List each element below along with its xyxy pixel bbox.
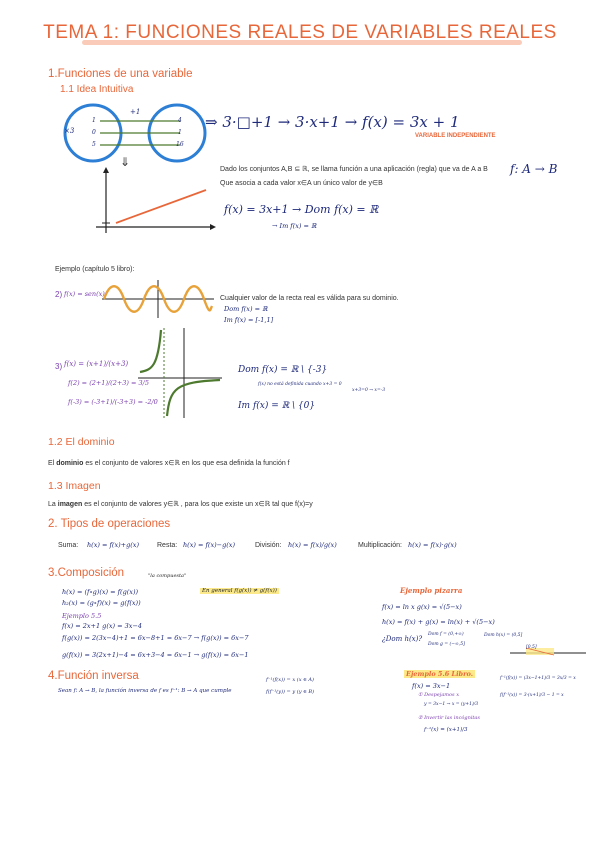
- image-def-pre: La: [48, 501, 56, 508]
- subtraction-formula: h(x) = f(x)−g(x): [183, 541, 235, 549]
- sine-graph: [102, 280, 214, 318]
- sine-domain: Dom f(x) = ℝ: [224, 305, 268, 313]
- example-label: Ejemplo (capítulo 5 libro):: [55, 266, 135, 273]
- rational-domain: Dom f(x) = ℝ \ {-3}: [238, 365, 328, 375]
- rational-domain-note: f(x) no está definida cuando x+3 = 0: [258, 382, 342, 387]
- domain-def-pre: El: [48, 460, 55, 467]
- page-title: TEMA 1: FUNCIONES REALES DE VARIABLES REALES: [43, 22, 557, 43]
- section-1-heading: 1.Funciones de una variable: [48, 68, 193, 80]
- example-pizarra-title: Ejemplo pizarra: [400, 586, 463, 595]
- composition-def-2: h₂(x) = (g∘f)(x) = g(f(x)): [62, 599, 141, 607]
- plus-one-label: +1: [130, 108, 141, 116]
- pizarra-dom-f: Dom f = (0,+∞): [428, 632, 464, 637]
- section-4-heading: 4.Función inversa: [48, 670, 139, 682]
- step-1-label: ① Despejamos x: [418, 692, 460, 698]
- composition-def-1: h(x) = (f∘g)(x) = f(g(x)): [62, 588, 139, 596]
- set-b-item-1: 4: [178, 117, 182, 124]
- set-b-item-2: 1: [178, 129, 182, 136]
- example-2-number: 2): [55, 290, 63, 299]
- example-5-6-inverse: f⁻¹(x) = (x+1)/3: [424, 727, 468, 733]
- rational-eval-minus-3: f(-3) = (-3+1)/(-3+3) = -2/0: [68, 398, 158, 406]
- sine-domain-text: Cualquier valor de la recta real es válida para su dominio.: [220, 295, 399, 302]
- function-definition: Dado los conjuntos A,B ⊆ ℝ, se llama función a una aplicación (regla) que va de A a B: [220, 166, 488, 173]
- linear-graph: [88, 165, 218, 240]
- function-mapping: f: A → B: [510, 162, 558, 176]
- pizarra-dom-h: Dom h(x) = (0,5]: [484, 633, 523, 638]
- pizarra-number-line: [508, 644, 588, 662]
- sum-label: Suma:: [58, 542, 79, 549]
- example-5-6-check: f⁻¹(f(x)) = (3x−1+1)/3 = 3x/3 = x: [500, 676, 576, 681]
- sine-image: Im f(x) = [-1,1]: [224, 316, 274, 324]
- set-a-item-3: 5: [92, 141, 96, 148]
- image-def-bold: imagen: [57, 501, 83, 508]
- set-a-item-2: 0: [92, 129, 96, 136]
- pizarra-dom-g: Dom g = (−∞,5]: [428, 642, 465, 647]
- example-3-number: 3): [55, 362, 63, 371]
- subtraction-label: Resta:: [157, 542, 178, 549]
- step-2-label: ② Invertir las incógnitas: [418, 715, 480, 721]
- set-a-item-1: 1: [92, 117, 96, 124]
- en-general-note: En general f(g(x)) ≠ g(f(x)): [202, 588, 277, 594]
- domain-example: f(x) = 3x+1 → Dom f(x) = ℝ: [224, 203, 379, 216]
- example-5-6-check-2: f(f⁻¹(x)) = 3·(x+1)/3 − 1 = x: [500, 693, 564, 698]
- function-definition-2: Que asocia a cada valor x∈A un único valor de y∈B: [220, 180, 383, 187]
- domain-def-post: es el conjunto de valores x∈ℝ en los que esa definida la función f: [85, 460, 290, 467]
- section-1-2-heading: 1.2 El dominio: [48, 436, 115, 448]
- multiplication-label: Multiplicación:: [358, 542, 402, 549]
- rational-image: Im f(x) = ℝ \ {0}: [238, 401, 316, 411]
- rational-domain-note-2: x+3=0 → x=-3: [352, 388, 386, 393]
- sine-function: f(x) = sen(x): [64, 290, 105, 298]
- set-b-item-3: 16: [176, 141, 184, 148]
- section-2-heading: 2. Tipos de operaciones: [48, 518, 171, 530]
- example-5-5-functions: f(x) = 2x+1 g(x) = 3x−4: [62, 622, 143, 630]
- rational-graph: [138, 328, 222, 418]
- example-5-5-gof: g(f(x)) = 3(2x+1)−4 = 6x+3−4 = 6x−1 → g(f(x)) = 6x−1: [62, 651, 249, 659]
- variable-independiente-label: VARIABLE INDEPENDIENTE: [415, 133, 496, 139]
- times-three-label: ×3: [64, 127, 75, 135]
- image-def-post: es el conjunto de valores y∈ℝ , para los que existe un x∈ℝ tal que f(x)=y: [84, 501, 313, 508]
- down-arrow-icon: ⇓: [120, 155, 131, 169]
- pizarra-interval: [0,5]: [526, 645, 537, 650]
- inverse-condition-2: f(f⁻¹(y)) = y (y ∈ B): [266, 689, 315, 695]
- rational-function: f(x) = (x+1)/(x+3): [64, 360, 129, 368]
- section-3-heading: 3.Composición: [48, 567, 125, 579]
- section-1-3-heading: 1.3 Imagen: [48, 480, 101, 492]
- example-5-5-fog: f(g(x)) = 2(3x−4)+1 = 6x−8+1 = 6x−7 → f(g(x)) = 6x−7: [62, 634, 249, 642]
- example-5-5-label: Ejemplo 5.5: [62, 612, 102, 620]
- sum-formula: h(x) = f(x)+g(x): [87, 541, 139, 549]
- linear-function-line: [116, 190, 206, 223]
- pizarra-sum: h(x) = f(x) + g(x) = ln(x) + √(5−x): [382, 618, 495, 626]
- step-1-work: y = 3x−1 → x = (y+1)/3: [424, 702, 479, 707]
- pizarra-domain-question: ¿Dom h(x)?: [382, 635, 423, 643]
- image-definition: [48, 499, 313, 510]
- division-formula: h(x) = f(x)/g(x): [288, 541, 337, 549]
- pizarra-functions: f(x) = ln x g(x) = √(5−x): [382, 603, 462, 611]
- inverse-definition: Sean f: A → B, la función inversa de f es f⁻¹: B → A que cumple: [58, 688, 232, 694]
- example-5-6-title: Ejemplo 5.6 Libro.: [406, 670, 473, 678]
- example-5-6-function: f(x) = 3x−1: [412, 682, 451, 690]
- rational-eval-2: f(2) = (2+1)/(2+3) = 3/5: [68, 379, 149, 387]
- image-example: → Im f(x) = ℝ: [272, 222, 317, 230]
- composition-formula: ⇒ 3·□+1 → 3·x+1 → f(x) = 3x + 1: [205, 113, 460, 131]
- compuesta-note: "la compuesta": [148, 573, 187, 579]
- inverse-condition-1: f⁻¹(f(x)) = x (x ∈ A): [266, 677, 314, 683]
- domain-def-bold: dominio: [56, 460, 84, 467]
- domain-definition: [48, 458, 290, 469]
- division-label: División:: [255, 542, 282, 549]
- multiplication-formula: h(x) = f(x)·g(x): [408, 541, 457, 549]
- section-1-1-heading: 1.1 Idea Intuitiva: [60, 84, 134, 95]
